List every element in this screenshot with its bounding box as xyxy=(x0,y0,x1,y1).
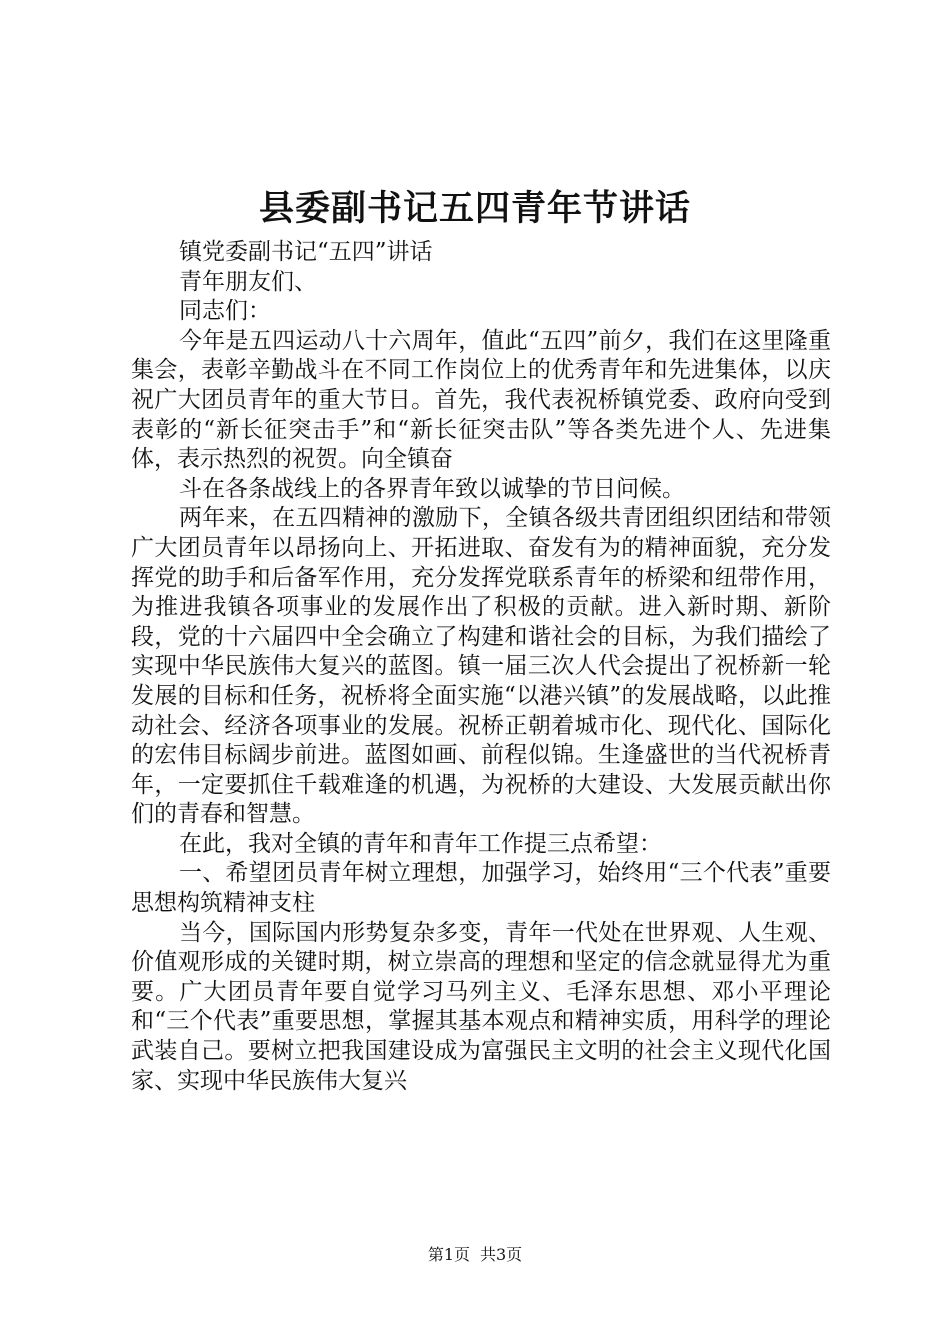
document-body xyxy=(131,238,831,1096)
page-footer xyxy=(0,1245,950,1265)
paragraph-hope-one-body: 当今，国际国内形势复杂多变，青年一代处在世界观、人生观、价值观形成的关键时期，树立崇高的理想和坚定的信念就显得尤为重要。广大团员青年要自觉学习马列主义、毛泽东思想、邓小平理论和“三个代表”重要思想，掌握其基本观点和精神实质，用科学的理论武装自己。要树立把我国建设成为富强民主文明的社会主义现代化国家、实现中华民族伟大复兴 xyxy=(131,919,831,1094)
page-number: 第1页 xyxy=(427,1245,470,1264)
paragraph-subtitle: 镇党委副书记“五四”讲话 xyxy=(179,239,433,265)
paragraph-hopes-intro: 在此，我对全镇的青年和青年工作提三点希望： xyxy=(179,830,662,857)
paragraph-achievements: 两年来，在五四精神的激励下，全镇各级共青团组织团结和带领广大团员青年以昂扬向上、开拓进取、奋发有为的精神面貌，充分发挥党的助手和后备军作用，充分发挥党联系青年的桥梁和纽带作用，为推进我镇各项事业的发展作出了积极的贡献。进入新时期、新阶段，党的十六届四中全会确立了构建和谐社会的目标，为我们描绘了实现中华民族伟大复兴的蓝图。镇一届三次人代会提出了祝桥新一轮发展的目标和任务，祝桥将全面实施“以港兴镇”的发展战略，以此推动社会、经济各项事业的发展。祝桥正朝着城市化、现代化、国际化的宏伟目标阔步前进。蓝图如画、前程似锦。生逢盛世的当代祝桥青年，一定要抓住千载难逢的机遇，为祝桥的大建设、大发展贡献出你们的青春和智慧。 xyxy=(131,505,831,828)
paragraph-greeting: 斗在各条战线上的各界青年致以诚挚的节日问候。 xyxy=(179,475,685,502)
paragraph-salutation-comrades: 同志们： xyxy=(179,298,271,325)
document-title: 县委副书记五四青年节讲话 xyxy=(258,189,691,229)
paragraph-opening: 今年是五四运动八十六周年，值此“五四”前夕，我们在这里隆重集会，表彰辛勤战斗在不同工作岗位上的优秀青年和先进集体，以庆祝广大团员青年的重大节日。首先，我代表祝桥镇党委、政府向受到表彰的“新长征突击手”和“新长征突击队”等各类先进个人、先进集体，表示热烈的祝贺。向全镇奋 xyxy=(131,327,831,473)
paragraph-salutation-youth: 青年朋友们、 xyxy=(179,268,317,295)
page-total: 共3页 xyxy=(480,1245,523,1264)
paragraph-hope-one-heading: 一、希望团员青年树立理想，加强学习，始终用“三个代表”重要思想构筑精神支柱 xyxy=(131,860,831,917)
